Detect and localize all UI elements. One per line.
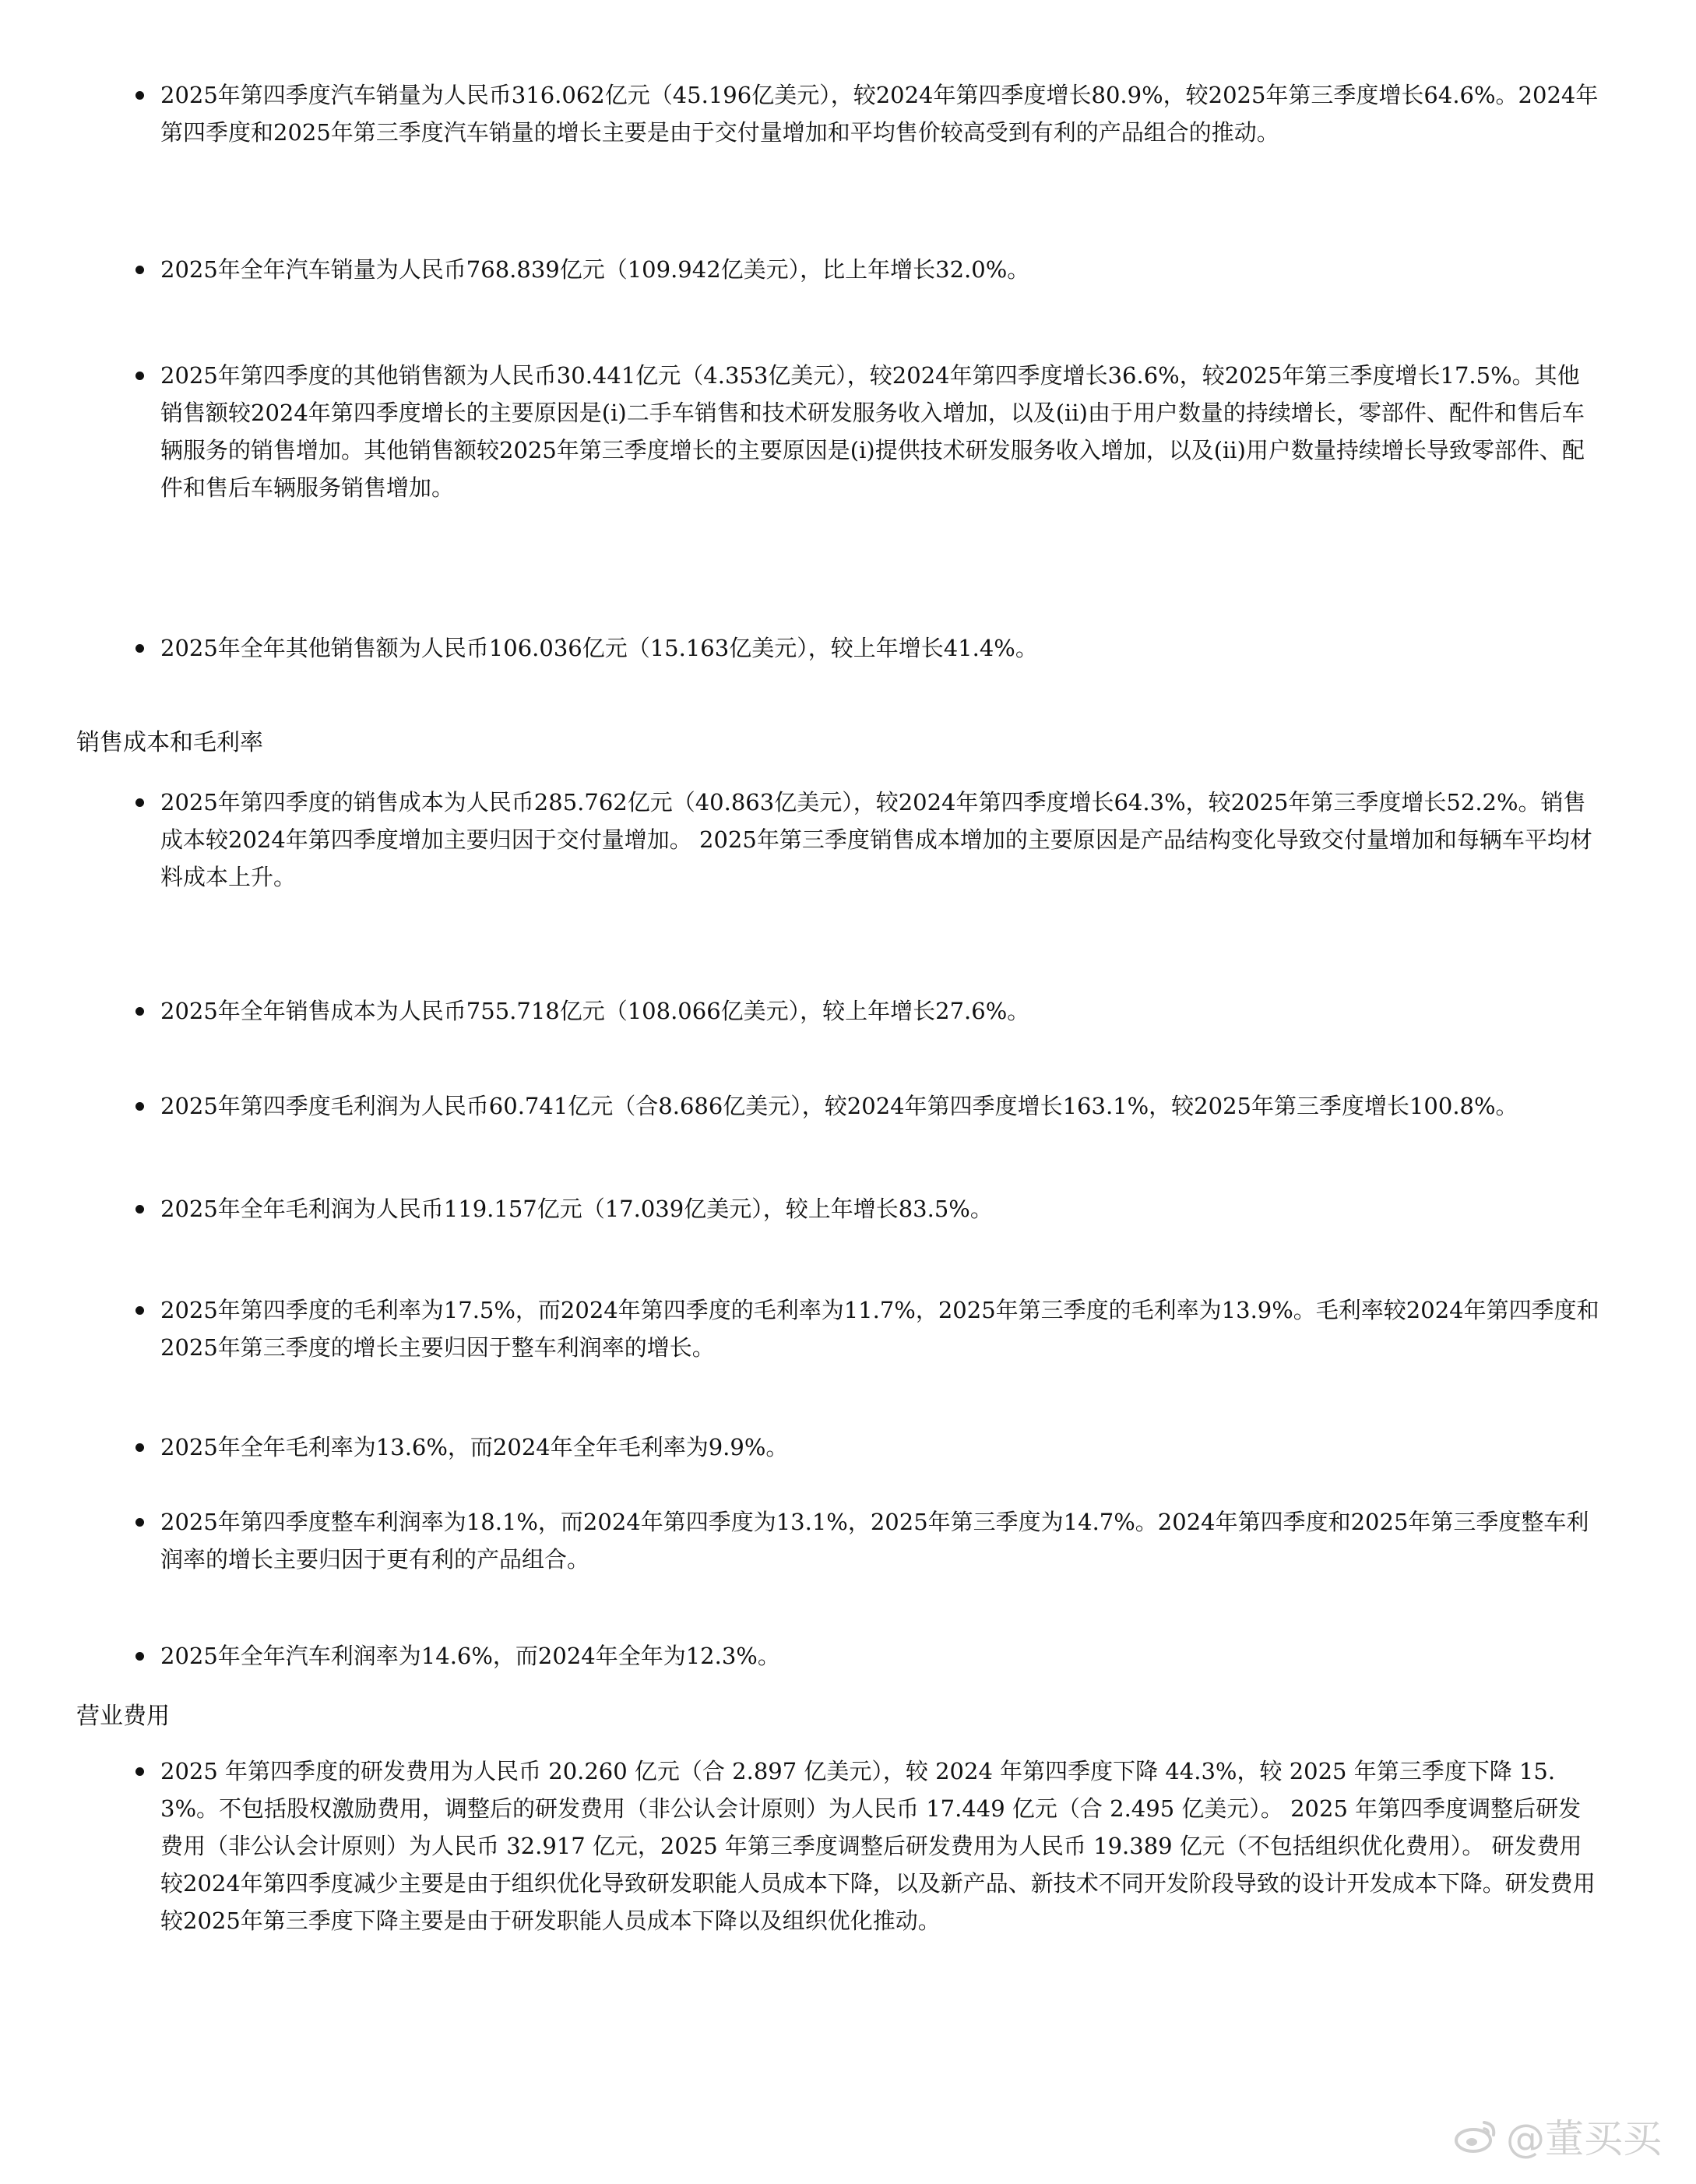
bullet-vehicle-margin-fy	[135, 1637, 1599, 1675]
bullet-text: 2025年第四季度毛利润为人民币60.741亿元（合8.686亿美元），较2024年第四季度增长163.1%，较2025年第三季度增长100.8%。	[160, 1093, 1518, 1119]
watermark-text: @董买买	[1506, 2116, 1662, 2161]
bullet-text: 2025 年第四季度的研发费用为人民币 20.260 亿元（合 2.897 亿美元），较 2024 年第四季度下降 44.3%，较 2025 年第三季度下降 15.3%。不包括股权激励费用，调整后的研发费用（非公认会计原则）为人民币 17.449 亿元（合 2.495 亿美元）。 2025 年第四季度调整后研发费用（非公认会计原则）为人民币 32.917 亿元，2025 年第三季度调整后研发费用为人民币 19.389 亿元（不包括组织优化费用）。 研发费用较2024年第四季度减少主要是由于组织优化导致研发职能人员成本下降，以及新产品、新技术不同开发阶段导致的设计开发成本下降。研发费用较2025年第三季度下降主要是由于研发职能人员成本下降以及组织优化推动。	[160, 1758, 1596, 1934]
bullet-cost-fy	[135, 992, 1599, 1030]
bullet-other-sales-q4	[135, 357, 1599, 506]
bullet-other-sales-fy	[135, 629, 1599, 667]
bullet-text: 2025年第四季度的其他销售额为人民币30.441亿元（4.353亿美元），较2024年第四季度增长36.6%，较2025年第三季度增长17.5%。其他销售额较2024年第四季度增长的主要原因是(i)二手车销售和技术研发服务收入增加，以及(ii)由于用户数量的持续增长，零部件、配件和售后车辆服务的销售增加。其他销售额较2025年第三季度增长的主要原因是(i)提供技术研发服务收入增加，以及(ii)用户数量持续增长导致零部件、配件和售后车辆服务销售增加。	[160, 362, 1585, 501]
weibo-logo-icon	[1453, 2118, 1498, 2154]
bullet-dot-icon	[135, 1205, 144, 1214]
bullet-gross-margin-fy	[135, 1428, 1599, 1466]
bullet-text: 2025年全年汽车利润率为14.6%，而2024年全年为12.3%。	[160, 1643, 780, 1669]
bullet-dot-icon	[135, 1767, 144, 1776]
bullet-dot-icon	[135, 1102, 144, 1111]
bullet-text: 2025年全年毛利润为人民币119.157亿元（17.039亿美元），较上年增长83.5%。	[160, 1196, 993, 1222]
bullet-dot-icon	[135, 644, 144, 653]
bullet-rnd-q4	[135, 1752, 1599, 1939]
bullet-text: 2025年全年销售成本为人民币755.718亿元（108.066亿美元），较上年增长27.6%。	[160, 998, 1030, 1024]
bullet-dot-icon	[135, 798, 144, 807]
weibo-watermark	[1453, 2108, 1662, 2164]
bullet-dot-icon	[135, 1007, 144, 1016]
bullet-dot-icon	[135, 1652, 144, 1661]
bullet-gross-profit-q4	[135, 1087, 1599, 1125]
bullet-gross-profit-fy	[135, 1190, 1599, 1228]
bullet-text: 2025年全年汽车销量为人民币768.839亿元（109.942亿美元），比上年增长32.0%。	[160, 256, 1030, 283]
bullet-auto-sales-q4	[135, 76, 1599, 151]
bullet-dot-icon	[135, 91, 144, 100]
bullet-dot-icon	[135, 1306, 144, 1315]
bullet-cost-q4	[135, 784, 1599, 896]
bullet-text: 2025年第四季度的毛利率为17.5%，而2024年第四季度的毛利率为11.7%，2025年第三季度的毛利率为13.9%。毛利率较2024年第四季度和2025年第三季度的增长主要归因于整车利润率的增长。	[160, 1297, 1599, 1361]
section-heading-cost: 销售成本和毛利率	[76, 729, 263, 756]
bullet-auto-sales-fy	[135, 251, 1599, 288]
bullet-dot-icon	[135, 372, 144, 380]
bullet-dot-icon	[135, 1443, 144, 1452]
bullet-dot-icon	[135, 266, 144, 274]
bullet-vehicle-margin-q4	[135, 1503, 1599, 1578]
bullet-gross-margin-q4	[135, 1291, 1599, 1366]
bullet-text: 2025年第四季度整车利润率为18.1%，而2024年第四季度为13.1%，2025年第三季度为14.7%。2024年第四季度和2025年第三季度整车利润率的增长主要归因于更有利的产品组合。	[160, 1509, 1589, 1573]
section-heading-opex: 营业费用	[76, 1703, 170, 1730]
bullet-text: 2025年第四季度汽车销量为人民币316.062亿元（45.196亿美元），较2024年第四季度增长80.9%，较2025年第三季度增长64.6%。2024年第四季度和2025年第三季度汽车销量的增长主要是由于交付量增加和平均售价较高受到有利的产品组合的推动。	[160, 82, 1599, 146]
bullet-text: 2025年全年其他销售额为人民币106.036亿元（15.163亿美元），较上年增长41.4%。	[160, 635, 1038, 661]
bullet-text: 2025年第四季度的销售成本为人民币285.762亿元（40.863亿美元），较2024年第四季度增长64.3%，较2025年第三季度增长52.2%。销售成本较2024年第四季度增加主要归因于交付量增加。 2025年第三季度销售成本增加的主要原因是产品结构变化导致交付量增加和每辆车平均材料成本上升。	[160, 789, 1592, 890]
bullet-dot-icon	[135, 1518, 144, 1527]
bullet-text: 2025年全年毛利率为13.6%，而2024年全年毛利率为9.9%。	[160, 1434, 789, 1460]
